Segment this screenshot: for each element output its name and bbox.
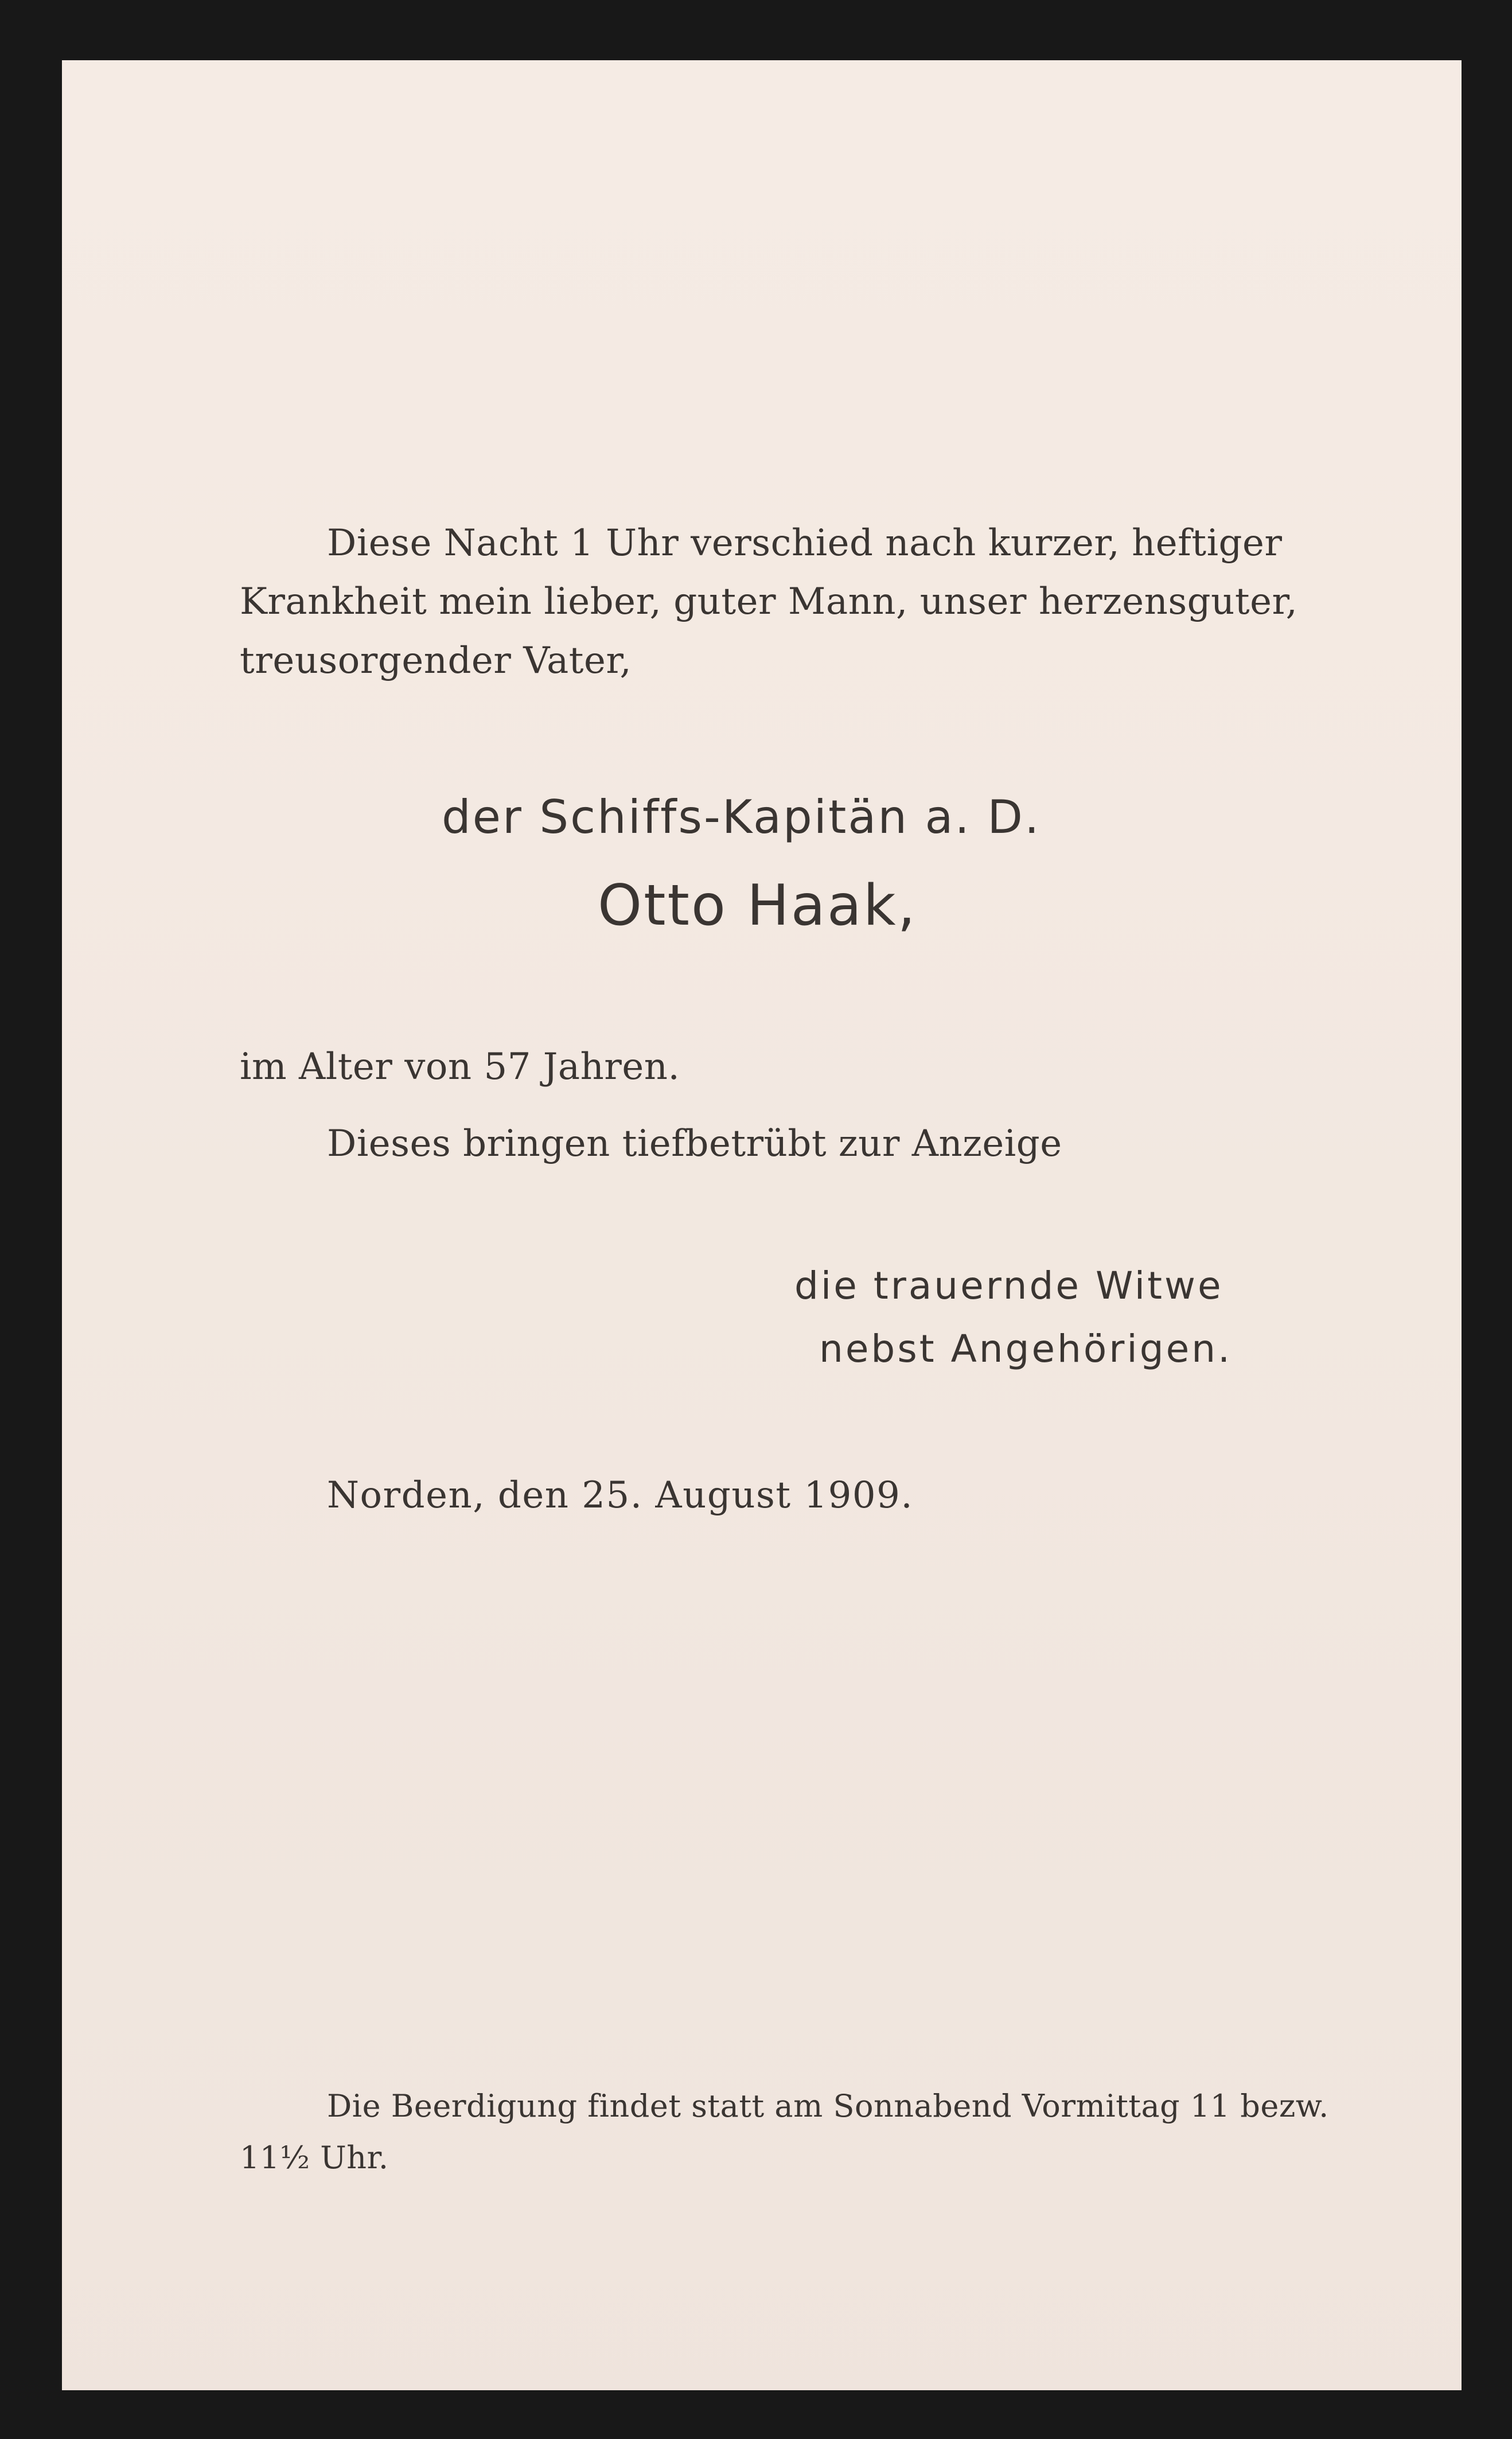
notice-line: Dieses bringen tiefbetrübt zur Anzeige <box>327 1123 1062 1165</box>
funeral-note-line-2: 11½ Uhr. <box>240 2140 389 2176</box>
signature-line-1: die trauernde Witwe <box>794 1264 1223 1308</box>
deceased-name: Otto Haak, <box>598 873 917 938</box>
deceased-title: der Schiffs-Kapitän a. D. <box>442 790 1041 844</box>
funeral-note-line-1: Die Beerdigung findet statt am Sonnabend Vormittag 11 bezw. <box>327 2088 1329 2124</box>
death-notice-card <box>62 60 1462 2390</box>
signature-line-2: nebst Angehörigen. <box>819 1327 1233 1371</box>
paragraph-line-3: treusorgender Vater, <box>240 640 632 682</box>
age-line: im Alter von 57 Jahren. <box>240 1046 680 1088</box>
place-date: Norden, den 25. August 1909. <box>327 1474 914 1517</box>
paragraph-line-2: Krankheit mein lieber, guter Mann, unser herzensguter, <box>240 580 1298 623</box>
paragraph-line-1: Diese Nacht 1 Uhr verschied nach kurzer, heftiger <box>327 522 1283 564</box>
